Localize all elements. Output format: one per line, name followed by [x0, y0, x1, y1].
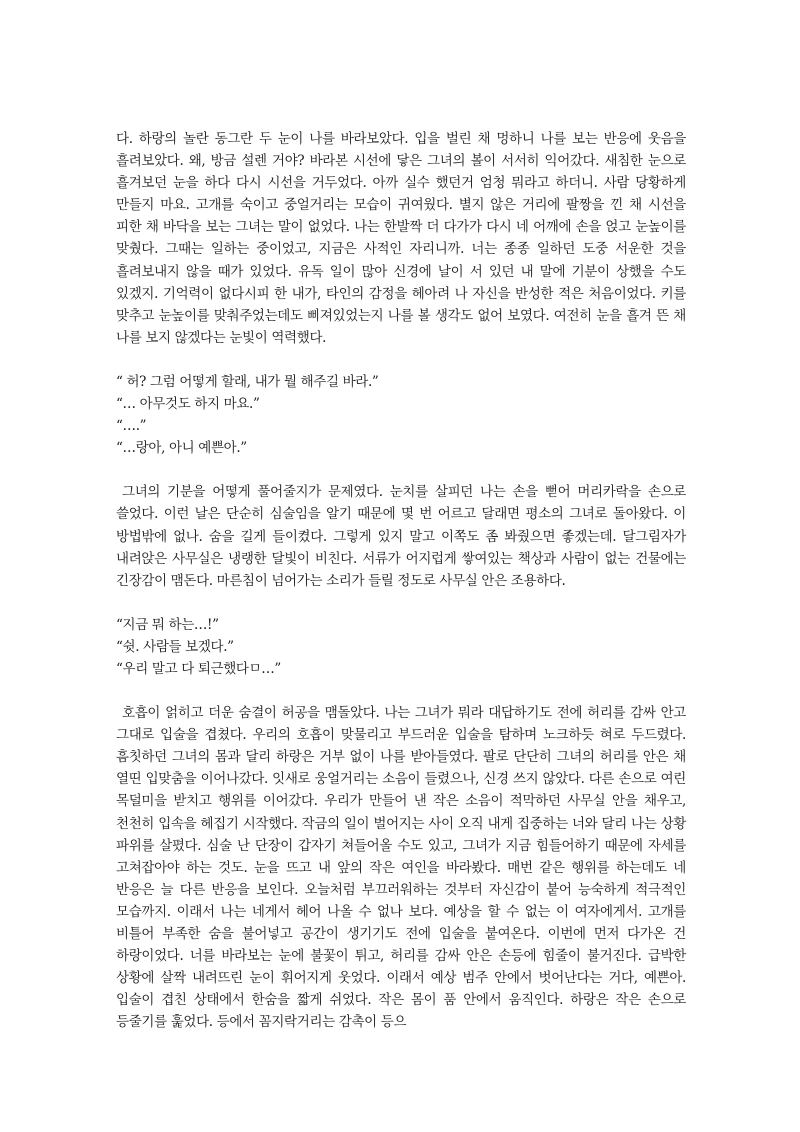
- body-paragraph-1: 다. 하랑의 놀란 동그란 두 눈이 나를 바라보았다. 입을 벌린 채 멍하니 나를 보는 반응에 웃음을 흘려보았다. 왜, 방금 설렌 거야? 바라본 시선에 닿은 그녀의 볼이 서서히 익어갔다. 새침한 눈으로 흘겨보던 눈을 하다 다시 시선을 거두었다. 아까 실수 했던거 엄청 뭐라고 하더니. 사람 당황하게 만들지 마요. 고개를 숙이고 중얼거리는 모습이 귀여웠다. 별지 않은 거리에 팔짱을 낀 채 시선을 피한 채 바닥을 보는 그녀는 말이 없었다. 나는 한발짝 더 다가가 다시 네 어깨에 손을 얹고 눈높이를 맞췄다. 그때는 일하는 중이었고, 지금은 사적인 자리니까. 너는 종종 일하던 도중 서운한 것을 흘려보내지 않을 때가 있었다. 유독 일이 많아 신경에 날이 서 있던 내 말에 기분이 상했을 수도 있겠지. 기억력이 없다시피 한 내가, 타인의 감정을 헤아려 나 자신을 반성한 적은 처음이었다. 키를 맞추고 눈높이를 맞춰주었는데도 삐져있었는지 나를 볼 생각도 없어 보였다. 여전히 눈을 흘겨 뜬 채 나를 보지 않겠다는 눈빛이 역력했다.: [116, 131, 686, 346]
- dialogue-line: “지금 뭐 하는…!”: [116, 616, 219, 633]
- paragraph-gap: [116, 592, 686, 614]
- body-paragraph-3: 호흡이 얽히고 더운 숨결이 허공을 맴돌았다. 나는 그녀가 뭐라 대답하기도 전에 허리를 감싸 안고 그대로 입술을 겹쳤다. 우리의 호흡이 맞물리고 부드러운 입술을 탐하며 노크하듯 혀로 두드렸다. 흠칫하던 그녀의 몸과 달리 하랑은 거부 없이 나를 받아들였다. 팔로 단단히 그녀의 허리를 안은 채 열띤 입맞춤을 이어나갔다. 잇새로 웅얼거리는 소음이 들렸으나, 신경 쓰지 않았다. 다른 손으로 여린 목덜미을 받치고 행위를 이어갔다. 우리가 만들어 낸 작은 소음이 적막하던 사무실 안을 채우고, 천천히 입속을 헤집기 시작했다. 작금의 일이 벌어지는 사이 오직 내게 집중하는 너와 달리 나는 상황 파위를 살폈다. 심술 난 단장이 갑자기 쳐들어올 수도 있고, 그녀가 지금 힘들어하기 때문에 자세를 고쳐잡아야 하는 것도. 눈을 뜨고 내 앞의 작은 여인을 바라봤다. 매번 같은 행위를 하는데도 네 반응은 늘 다른 반응을 보인다. 오늘처럼 부끄러워하는 것부터 자신감이 붙어 능숙하게 적극적인 모습까지. 이래서 나는 네게서 헤어 나올 수 없나 보다. 예상을 할 수 없는 이 여자에게서. 고개를 비틀어 부족한 숨을 불어넣고 공간이 생기기도 전에 입술을 붙여온다. 이번에 먼저 다가온 건 하랑이었다. 너를 바라보는 눈에 불꽃이 튀고, 허리를 감싸 안은 손등에 힘줄이 불거진다. 급박한 상황에 살짝 내려뜨린 눈이 휘어지게 웃었다. 이래서 예상 범주 안에서 벗어난다는 거다, 예쁜아. 입술이 겹친 상태에서 한숨을 짧게 쉬었다. 작은 몸이 품 안에서 움직인다. 하랑은 작은 손으로 등줄기를 훑었다. 등에서 꼼지락거리는 감촉이 등으: [116, 705, 686, 1031]
- dialogue-block-1: [116, 371, 686, 459]
- dialogue-line: “우리 말고 다 퇴근했다ㅁ…”: [116, 660, 281, 677]
- dialogue-line: “….”: [116, 418, 147, 435]
- dialogue-line: “… 아무것도 하지 마요.”: [116, 396, 260, 413]
- dialogue-line: “…랑아, 아니 예쁜아.”: [116, 440, 247, 457]
- body-paragraph-2: 그녀의 기분을 어떻게 풀어줄지가 문제였다. 눈치를 살피던 나는 손을 뻗어 머리카락을 손으로 쓸었다. 이런 날은 단순히 심술임을 알기 때문에 몇 번 어르고 달래면 평소의 그녀로 돌아왔다. 이 방법밖에 없나. 숨을 길게 들이켰다. 그렇게 있지 말고 이쪽도 좀 봐줬으면 좋겠는데. 달그림자가 내려앉은 사무실은 냉랭한 달빛이 비친다. 서류가 어지럽게 쌓여있는 책상과 사람이 없는 건물에는 긴장감이 맴돈다. 마른침이 넘어가는 소리가 들릴 정도로 사무실 안은 조용하다.: [116, 484, 686, 589]
- dialogue-line: “쉿. 사람들 보겠다.”: [116, 638, 234, 655]
- paragraph-gap: [116, 349, 686, 371]
- paragraph-gap: [116, 459, 686, 481]
- paragraph-gap: [116, 680, 686, 702]
- dialogue-line: “ 허? 그럼 어떻게 할래, 내가 뭘 해주길 바라.”: [116, 373, 379, 390]
- dialogue-block-2: [116, 614, 686, 680]
